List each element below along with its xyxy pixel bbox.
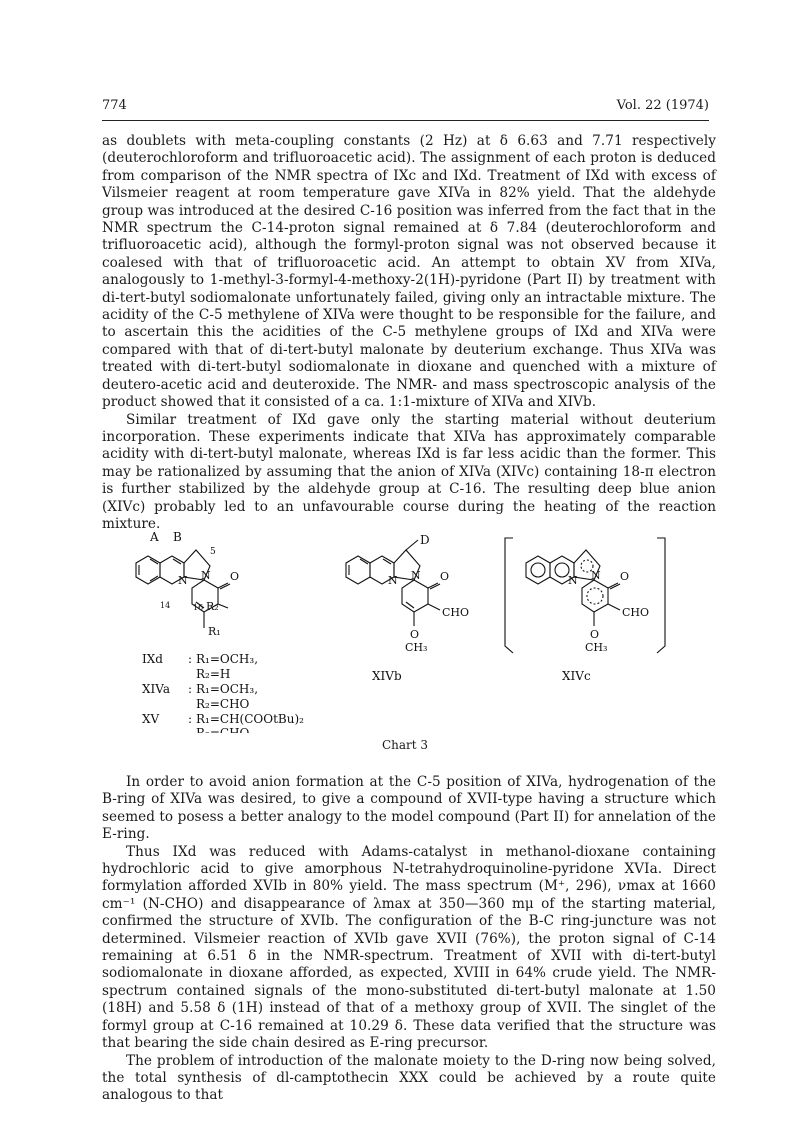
chart-caption: Chart 3 bbox=[381, 738, 429, 752]
label-o3: O bbox=[410, 628, 420, 641]
label-n5: N bbox=[568, 574, 578, 587]
compound-xivc-label: XIVc bbox=[562, 669, 591, 683]
label-cho2: CHO bbox=[622, 606, 650, 619]
legend-xv-r1: R₁=CH(COOtBu)₂ bbox=[196, 712, 304, 726]
volume-info: Vol. 22 (1974) bbox=[616, 98, 709, 113]
label-r2: R₂ bbox=[206, 600, 219, 613]
label-r1: R₁ bbox=[208, 625, 221, 638]
label-o5: O bbox=[590, 628, 600, 641]
paragraph-2: Similar treatment of IXd gave only the starting material without deuterium incorporation. These experiments indicate that XIVa has approximately comparable acidity with di-tert-butyl malonate, whereas IXd is far less acidic than the former. This may be rationalized by assuming that the anion of XIVa (XIVc) containing 18-π electron is further stabilized by the aldehyde group at C-16. The resulting deep blue anion (XIVc) probably led to an unfavourable course during the heating of the reaction mixture. bbox=[102, 411, 716, 532]
body-text-bottom bbox=[102, 774, 716, 1105]
structure-xivc bbox=[505, 538, 665, 653]
paragraph-3: In order to avoid anion formation at the C-5 position of XIVa, hydrogenation of the B-ring of XIVa was desired, to give a compound of XVII-type having a structure which seemed to posess a better analogy to the model compound (Part II) for annelation of the E-ring. bbox=[102, 774, 716, 843]
structures-svg bbox=[100, 528, 710, 733]
label-c14: 14 bbox=[160, 601, 171, 610]
label-n6: N bbox=[591, 569, 601, 582]
body-text-top bbox=[102, 133, 716, 533]
legend-ixd-r1: R₁=OCH₃, bbox=[196, 652, 259, 666]
label-ch3-2: CH₃ bbox=[585, 641, 608, 654]
label-n4: N bbox=[411, 569, 421, 582]
label-c16: 16 bbox=[193, 603, 204, 612]
legend-ixd-name: IXd bbox=[142, 652, 163, 666]
paragraph-4: Thus IXd was reduced with Adams-catalyst in methanol-dioxane containing hydrochloric acid to give amorphous N-tetrahydroquinoline-pyridone XVIa. Direct formylation afforded XVIb in 80% yield. The mass spectrum (M⁺, 296), νmax at 1660 cm⁻¹ (N-CHO) and disappearance of λmax at 350—360 mμ of the starting material, confirmed the structure of XVIb. The configuration of the B-C ring-juncture was not determined. Vilsmeier reaction of XVIb gave XVII (76%), the proton signal of C-14 remaining at 6.51 δ in the NMR-spectrum. Treatment of XVII with di-tert-butyl sodiomalonate in dioxane afforded, as expected, XVIII in 64% crude yield. The NMR-spectrum contained signals of the mono-substituted di-tert-butyl malonate at 1.50 (18H) and 5.58 δ (1H) instead of that of a methoxy group of XVII. The singlet of the formyl group at C-16 remained at 10.29 δ. These data verified that the structure was that bearing the side chain desired as E-ring precursor. bbox=[102, 843, 716, 1052]
label-d: D bbox=[420, 533, 430, 547]
paragraph-1: as doublets with meta-coupling constants (2 Hz) at δ 6.63 and 7.71 respectively (deuterochloroform and trifluoroacetic acid). The assignment of each proton is deduced from comparison of the NMR spectra of IXc and IXd. Treatment of IXd with excess of Vilsmeier reagent at room temperature gave XIVa in 82% yield. That the aldehyde group was introduced at the desired C-16 position was inferred from the fact that in the NMR spectrum the C-14-proton signal remained at δ 7.84 (deuterochloroform and trifluoroacetic acid), although the formyl-proton signal was not observed because it coalesed with that of trifluoroacetic acid. An attempt to obtain XV from XIVa, analogously to 1-methyl-3-formyl-4-methoxy-2(1H)-pyridone (Part II) by treatment with di-tert-butyl sodiomalonate unfortunately failed, giving only an intractable mixture. The acidity of the C-5 methylene of XIVa were thought to be responsible for the failure, and to ascertain this the acidities of the C-5 methylene groups of IXd and XIVa were compared with that of di-tert-butyl malonate by deuterium exchange. Thus XIVa was treated with di-tert-butyl sodiomalonate in dioxane and quenched with a mixture of deutero-acetic acid and deuteroxide. The NMR- and mass spectroscopic analysis of the product showed that it consisted of a ca. 1:1-mixture of XIVa and XIVb. bbox=[102, 133, 716, 411]
legend-xv-sep: : bbox=[188, 712, 193, 726]
legend-xv-name: XV bbox=[142, 712, 160, 726]
label-n2: N bbox=[201, 569, 211, 582]
legend-xiva-r2: R₂=CHO bbox=[196, 697, 250, 711]
compound-xivb-label: XIVb bbox=[372, 669, 402, 683]
legend-xiva-sep: : bbox=[188, 682, 193, 696]
label-o2: O bbox=[440, 570, 450, 583]
label-o4: O bbox=[620, 570, 630, 583]
legend-xiva-name: XIVa bbox=[142, 682, 171, 696]
label-n1: N bbox=[178, 574, 188, 587]
label-c5: 5 bbox=[210, 547, 216, 557]
page-header bbox=[102, 98, 709, 121]
label-b: B bbox=[173, 530, 182, 544]
structure-ixd bbox=[136, 550, 230, 628]
legend-ixd-r2: R₂=H bbox=[196, 667, 231, 681]
chemical-structures-chart bbox=[100, 528, 710, 758]
legend-ixd-sep: : bbox=[188, 652, 193, 666]
label-a: A bbox=[150, 530, 159, 544]
legend-xiva-r1: R₁=OCH₃, bbox=[196, 682, 259, 696]
label-n3: N bbox=[388, 574, 398, 587]
page-number: 774 bbox=[102, 98, 127, 113]
label-o1: O bbox=[230, 570, 240, 583]
label-cho1: CHO bbox=[442, 606, 470, 619]
paragraph-5: The problem of introduction of the malonate moiety to the D-ring now being solved, the total synthesis of dl-camptothecin XXX could be achieved by a route quite analogous to that bbox=[102, 1052, 716, 1104]
label-ch3-1: CH₃ bbox=[405, 641, 428, 654]
legend-xv-r2: R₂=CHO bbox=[196, 726, 250, 733]
